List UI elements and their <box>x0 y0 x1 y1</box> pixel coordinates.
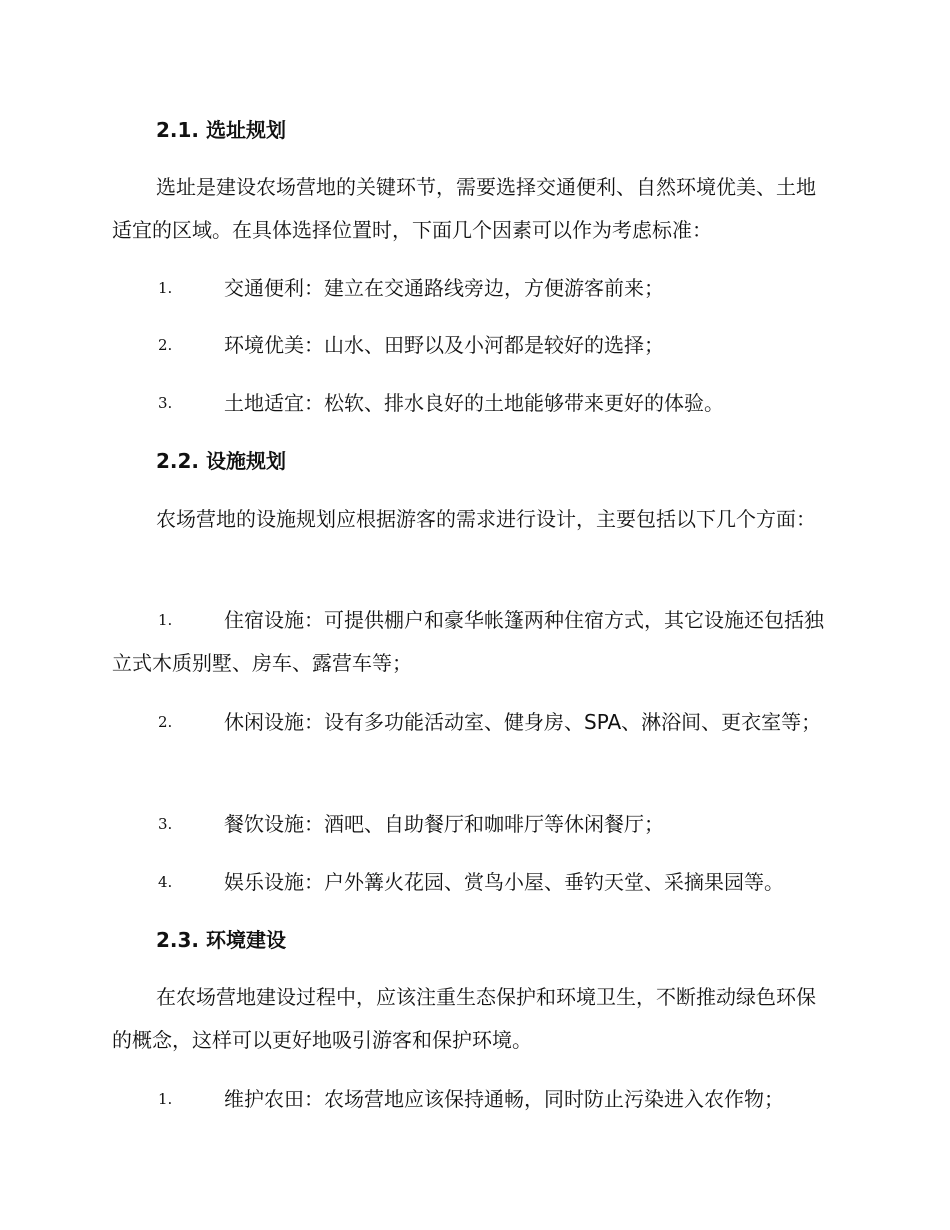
list-item-text: 维护农田：农场营地应该保持通畅，同时防止污染进入农作物； <box>224 1087 784 1111</box>
section-paragraph: 选址是建设农场营地的关键环节，需要选择交通便利、自然环境优美、土地适宜的区域。在具体选择位置时，下面几个因素可以作为考虑标准： <box>112 175 816 242</box>
list-item <box>112 324 832 367</box>
list-item <box>112 599 832 685</box>
list-number: 1. <box>158 1090 173 1108</box>
section-heading: 2.3. 环境建设 <box>156 928 286 952</box>
list-item-text: 土地适宜：松软、排水良好的土地能够带来更好的体验。 <box>224 391 724 415</box>
list-number: 4. <box>158 873 173 891</box>
list-number: 2. <box>158 713 173 731</box>
list-item <box>112 382 832 425</box>
list-item-text: 交通便利：建立在交通路线旁边，方便游客前来； <box>224 276 664 300</box>
section-paragraph: 农场营地的设施规划应根据游客的需求进行设计，主要包括以下几个方面： <box>156 507 816 531</box>
list-item-text: 餐饮设施：酒吧、自助餐厅和咖啡厅等休闲餐厅； <box>224 812 664 836</box>
list-number: 2. <box>158 336 173 354</box>
list-number: 1. <box>158 279 173 297</box>
list-item-text: 娱乐设施：户外篝火花园、赏鸟小屋、垂钓天堂、采摘果园等。 <box>224 870 784 894</box>
list-number: 3. <box>158 394 173 412</box>
list-item <box>112 701 832 744</box>
list-item <box>112 803 832 846</box>
section-paragraph: 在农场营地建设过程中，应该注重生态保护和环境卫生，不断推动绿色环保的概念，这样可以更好地吸引游客和保护环境。 <box>112 985 816 1052</box>
list-item-text: 休闲设施：设有多功能活动室、健身房、SPA、淋浴间、更衣室等； <box>224 710 822 734</box>
list-item <box>112 861 832 904</box>
section-heading: 2.1. 选址规划 <box>156 118 286 142</box>
list-item-text: 住宿设施：可提供棚户和豪华帐篷两种住宿方式，其它设施还包括独立式木质别墅、房车、露营车等； <box>112 608 824 675</box>
list-item-text: 环境优美：山水、田野以及小河都是较好的选择； <box>224 333 664 357</box>
list-item <box>112 1078 832 1121</box>
list-item <box>112 267 832 310</box>
list-number: 1. <box>158 611 173 629</box>
section-heading: 2.2. 设施规划 <box>156 449 286 473</box>
list-number: 3. <box>158 815 173 833</box>
